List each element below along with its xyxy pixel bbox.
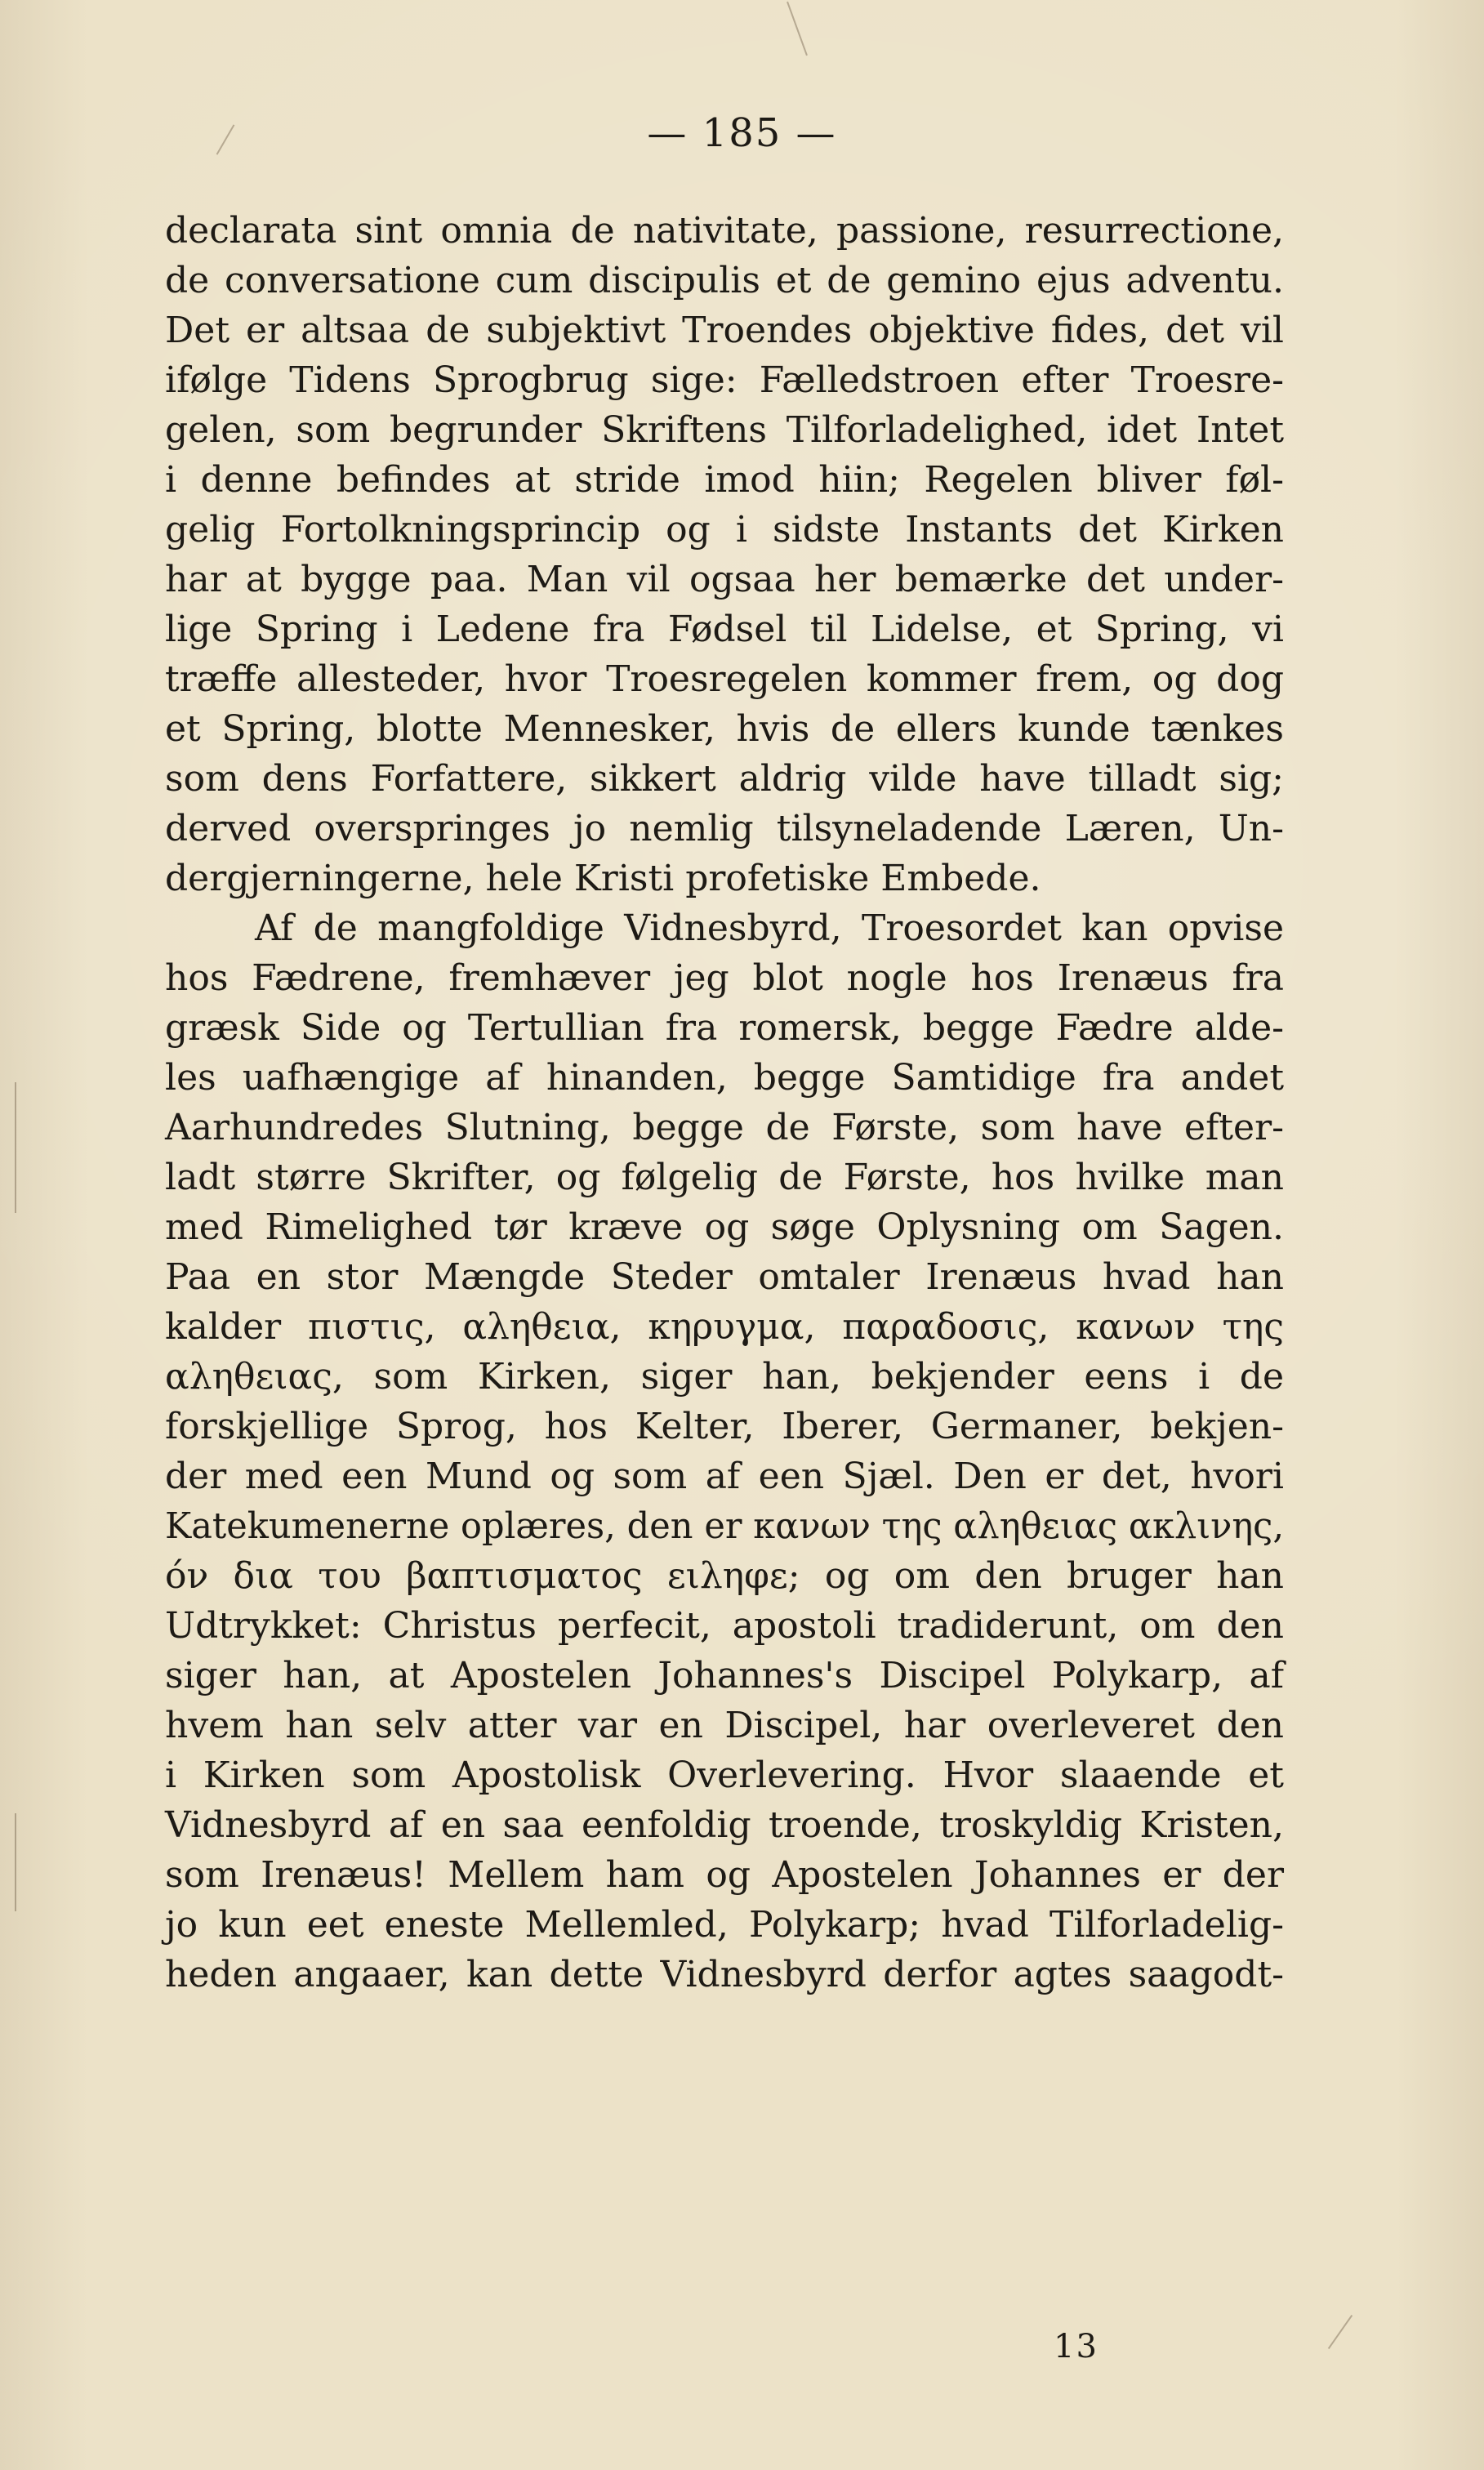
- text-line: Det er altsaa de subjektivt Troendes objektive fides, det vil: [165, 310, 1284, 351]
- page-number: — 185 —: [647, 110, 837, 156]
- text-line: Paa en stor Mængde Steder omtaler Irenæus hvad han: [165, 1256, 1284, 1298]
- text-line: har at bygge paa. Man vil ogsaa her bemærke det under-: [165, 559, 1284, 600]
- text-line: hvem han selv atter var en Discipel, har overleveret den: [165, 1705, 1284, 1746]
- text-line: kalder πιστις, αληθεια, κηρυγμα, παραδοσις, κανων της: [165, 1306, 1284, 1348]
- text-line: declarata sint omnia de nativitate, passione, resurrectione,: [165, 210, 1284, 252]
- text-line: et Spring, blotte Mennesker, hvis de ellers kunde tænkes: [165, 708, 1284, 750]
- text-line: Katekumenerne oplæres, den er κανων της αληθειας ακλινης,: [165, 1505, 1285, 1547]
- text-line: αληθειας, som Kirken, siger han, bekjender eens i de: [165, 1356, 1284, 1398]
- paper-scratch: [787, 2, 808, 56]
- text-line: som Irenæus! Mellem ham og Apostelen Johannes er der: [165, 1854, 1284, 1896]
- text-line: Udtrykket: Christus perfecit, apostoli tradiderunt, om den: [165, 1605, 1284, 1647]
- text-line: heden angaaer, kan dette Vidnesbyrd derfor agtes saagodt-: [165, 1954, 1284, 1995]
- text-line: hos Fædrene, fremhæver jeg blot nogle hos Irenæus fra: [165, 957, 1284, 999]
- text-line: les uafhængige af hinanden, begge Samtidige fra andet: [165, 1057, 1284, 1099]
- paper-scratch: [15, 1813, 16, 1911]
- text-line: gelen, som begrunder Skriftens Tilforladelighed, idet Intet: [165, 409, 1284, 451]
- text-line: ifølge Tidens Sprogbrug sige: Fælledstroen efter Troesre-: [165, 359, 1284, 401]
- body-text: [165, 206, 1284, 2000]
- paragraph-start-line: Af de mangfoldige Vidnesbyrd, Troesordet kan opvise: [255, 907, 1284, 949]
- text-line: de conversatione cum discipulis et de gemino ejus adventu.: [165, 260, 1284, 301]
- text-line: græsk Side og Tertullian fra romersk, begge Fædre alde-: [165, 1007, 1284, 1049]
- text-line: Vidnesbyrd af en saa eenfoldig troende, troskyldig Kristen,: [165, 1804, 1284, 1846]
- text-line: forskjellige Sprog, hos Kelter, Iberer, Germaner, bekjen-: [165, 1406, 1284, 1447]
- text-line: i Kirken som Apostolisk Overlevering. Hvor slaaende et: [165, 1754, 1284, 1796]
- paragraph-end-line: dergjerningerne, hele Kristi profetiske Embede.: [165, 858, 1041, 899]
- paper-scratch: [15, 1082, 16, 1213]
- text-line: gelig Fortolkningsprincip og i sidste Instants det Kirken: [165, 509, 1284, 551]
- text-line: som dens Forfattere, sikkert aldrig vilde have tilladt sig;: [165, 758, 1284, 800]
- text-line: i denne befindes at stride imod hiin; Regelen bliver føl-: [165, 459, 1284, 501]
- text-line: der med een Mund og som af een Sjæl. Den er det, hvori: [165, 1456, 1284, 1497]
- text-line: ladt større Skrifter, og følgelig de Første, hos hvilke man: [165, 1157, 1284, 1198]
- text-line: træffe allesteder, hvor Troesregelen kommer frem, og dog: [165, 658, 1284, 700]
- text-line: όν δια του βαπτισματος ειληφε; og om den bruger han: [165, 1555, 1284, 1597]
- signature-mark: 13: [1054, 2328, 1099, 2365]
- paper-scratch: [1328, 2315, 1353, 2349]
- text-line: siger han, at Apostelen Johannes's Discipel Polykarp, af: [165, 1655, 1284, 1696]
- text-line: Aarhundredes Slutning, begge de Første, som have efter-: [165, 1107, 1284, 1148]
- text-line: med Rimelighed tør kræve og søge Oplysning om Sagen.: [165, 1206, 1284, 1248]
- text-line: derved overspringes jo nemlig tilsyneladende Læren, Un-: [165, 808, 1284, 849]
- text-line: lige Spring i Ledene fra Fødsel til Lidelse, et Spring, vi: [165, 609, 1284, 650]
- text-line: jo kun eet eneste Mellemled, Polykarp; hvad Tilforladelig-: [165, 1904, 1284, 1946]
